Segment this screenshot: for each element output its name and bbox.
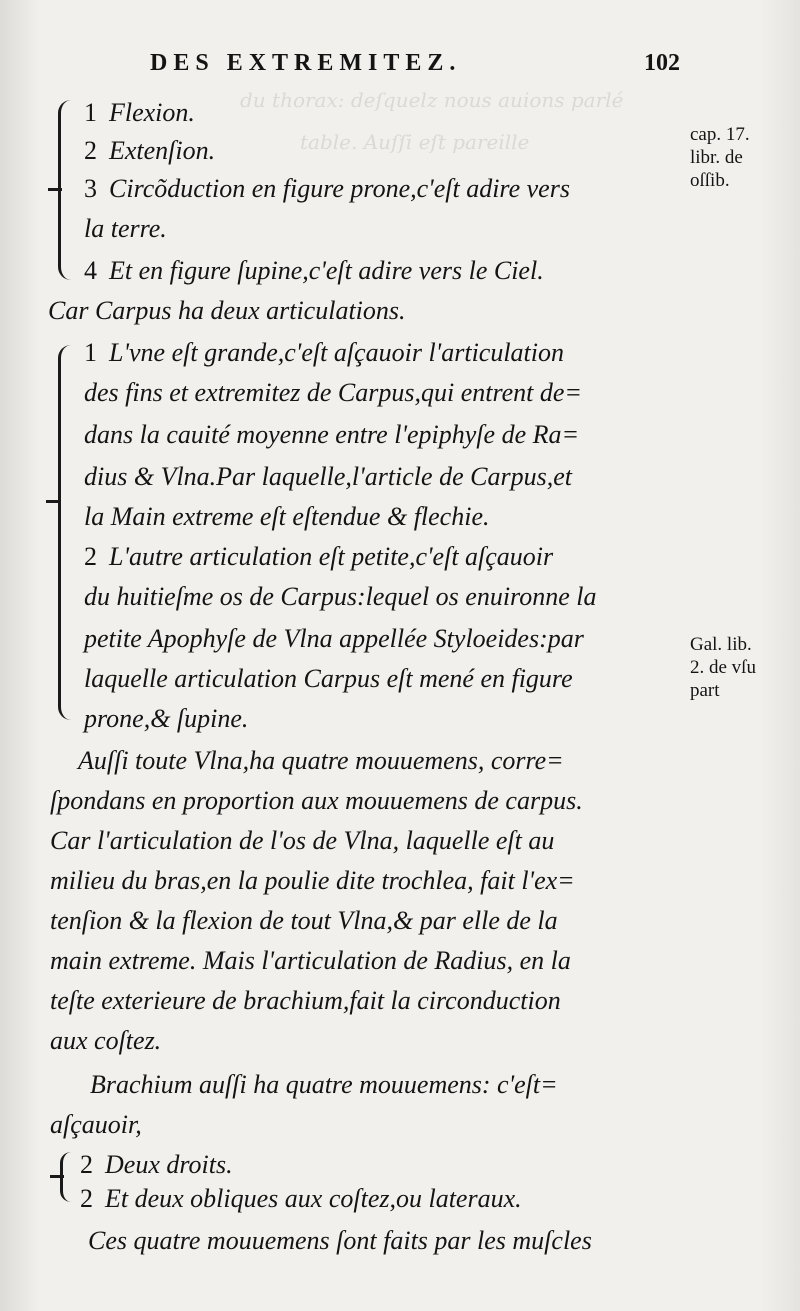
- paragraph-line: 1 L'vne eſt grande,c'eſt aſçauoir l'articulation: [84, 338, 564, 367]
- page-number: 102: [644, 50, 680, 76]
- margin-note: Gal. lib. 2. de vſu part: [690, 634, 756, 701]
- list-item: 4 Et en figure ſupine,c'eſt adire vers le Ciel.: [84, 256, 544, 285]
- paragraph-line: Car l'articulation de l'os de Vlna, laquelle eſt au: [50, 826, 555, 855]
- bleed-through: du thorax: deſquelz nous auions parlé: [240, 88, 624, 112]
- bleed-through: table. Auſſi eſt pareille: [300, 130, 530, 154]
- running-title: DES EXTREMITEZ.: [150, 50, 462, 76]
- list-item: 2 Deux droits.: [80, 1150, 233, 1179]
- paragraph-line: aux coſtez.: [50, 1026, 162, 1055]
- paragraph-line: la Main extreme eſt eſtendue & flechie.: [84, 502, 490, 531]
- paragraph-line: aſçauoir,: [50, 1110, 142, 1139]
- brace-point: [48, 188, 62, 191]
- paragraph-line: ſpondans en proportion aux mouuemens de carpus.: [50, 786, 583, 815]
- paragraph-line: Auſſi toute Vlna,ha quatre mouuemens, corre=: [78, 746, 564, 775]
- brace-point: [46, 500, 60, 503]
- paragraph-line: laquelle articulation Carpus eſt mené en figure: [84, 664, 573, 693]
- paragraph-line: prone,& ſupine.: [84, 704, 249, 733]
- paragraph-line: petite Apophyſe de Vlna appellée Styloeides:par: [84, 624, 584, 653]
- closing-line: Ces quatre mouuemens ſont faits par les muſcles: [88, 1226, 592, 1255]
- paragraph-line: tenſion & la flexion de tout Vlna,& par elle de la: [50, 906, 558, 935]
- list-item: 1 Flexion.: [84, 98, 195, 127]
- brace-left: [58, 345, 71, 720]
- paragraph-line: 2 L'autre articulation eſt petite,c'eſt aſçauoir: [84, 542, 554, 571]
- paragraph-line: dius & Vlna.Par laquelle,l'article de Carpus,et: [84, 462, 572, 491]
- paragraph-line: teſte exterieure de brachium,fait la circonduction: [50, 986, 561, 1015]
- list-item: 2 Extenſion.: [84, 136, 216, 165]
- paragraph-line: main extreme. Mais l'articulation de Radius, en la: [50, 946, 571, 975]
- brace-point: [50, 1175, 64, 1178]
- paragraph-line: du huitieſme os de Carpus:lequel os enuironne la: [84, 582, 597, 611]
- list-item-continuation: la terre.: [84, 214, 167, 243]
- list-item: 2 Et deux obliques aux coſtez,ou lateraux.: [80, 1184, 522, 1213]
- paragraph-line: Brachium auſſi ha quatre mouuemens: c'eſt=: [90, 1070, 558, 1099]
- list-item: 3 Circõduction en figure prone,c'eſt adire vers: [84, 174, 570, 203]
- carpus-intro: Car Carpus ha deux articulations.: [48, 296, 406, 325]
- paragraph-line: milieu du bras,en la poulie dite trochlea, fait l'ex=: [50, 866, 575, 895]
- paragraph-line: dans la cauité moyenne entre l'epiphyſe de Ra=: [84, 420, 580, 449]
- margin-note: cap. 17. libr. de oſſib.: [690, 124, 750, 191]
- paragraph-line: des fins et extremitez de Carpus,qui entrent de=: [84, 378, 582, 407]
